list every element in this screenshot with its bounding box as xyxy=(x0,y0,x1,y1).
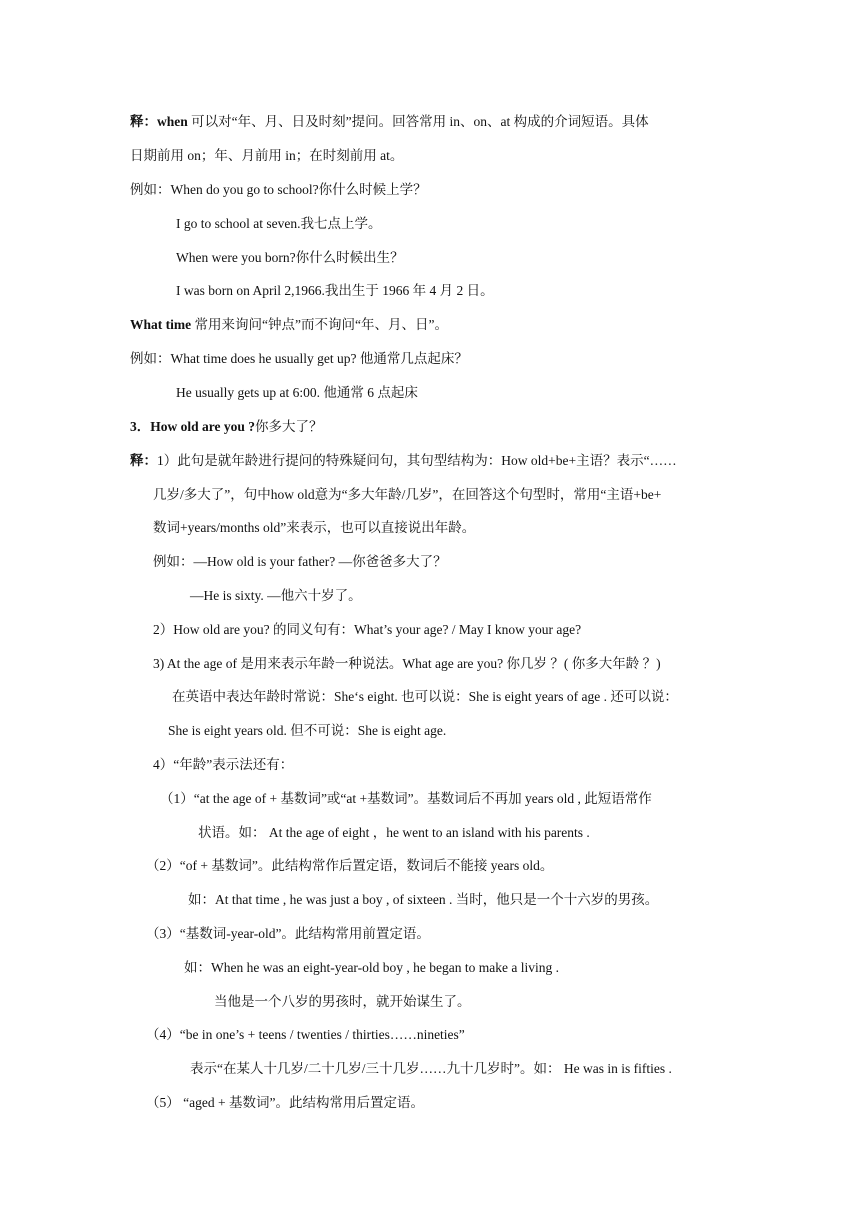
text-line: 数词+years/months old”来表示，也可以直接说出年龄。 xyxy=(153,520,476,535)
text-line: （4）“be in one’s + teens / twenties / thirties……nineties” xyxy=(146,1027,465,1042)
text-line: She is eight years old. 但不可说：She is eight age. xyxy=(168,723,447,738)
text-line: 2）How old are you? 的同义句有：What’s your age? / May I know your age? xyxy=(153,622,582,637)
text-line: 3) At the age of 是用来表示年龄一种说法。What age are you? 你几岁 ？( 你多大年龄 ？) xyxy=(153,656,661,671)
text-line: 例如：What time does he usually get up? 他通常几点起床？ xyxy=(130,351,468,366)
text-span: 可以对“年、月、日及时刻”提问。回答常用 in、on、at 构成的介词短语。具体 xyxy=(187,114,649,129)
label-shi: 释： xyxy=(130,114,157,129)
text-line: （1）“at the age of + 基数词”或“at +基数词”。基数词后不再加 years old , 此短语常作 xyxy=(160,791,652,806)
label-shi: 释： xyxy=(130,453,157,468)
text-line: 如：At that time , he was just a boy , of sixteen . 当时，他只是一个十六岁的男孩。 xyxy=(188,892,659,907)
text-line xyxy=(130,113,649,131)
text-line: （3）“基数词-year-old”。此结构常用前置定语。 xyxy=(146,926,430,941)
text-line: （5） “aged + 基数词”。此结构常用后置定语。 xyxy=(146,1095,424,1110)
text-line: 表示“在某人十几岁/二十几岁/三十几岁……九十几岁时”。如： He was in is fifties . xyxy=(190,1061,672,1076)
text-line: 日期前用 on；年、月前用 in；在时刻前用 at。 xyxy=(130,148,404,163)
text-line: —He is sixty. —他六十岁了。 xyxy=(190,588,362,603)
text-line xyxy=(130,452,677,470)
text-line: When were you born?你什么时候出生？ xyxy=(176,250,404,265)
text-line: 状语。如： At the age of eight ，he went to an island with his parents . xyxy=(198,825,590,840)
text-span: 常用来询问“钟点”而不询问“年、月、日”。 xyxy=(191,317,448,332)
keyword-when: when xyxy=(157,114,188,129)
text-line: I go to school at seven.我七点上学。 xyxy=(176,216,382,231)
text-line: 例如：When do you go to school?你什么时候上学？ xyxy=(130,182,427,197)
text-span: 1）此句是就年龄进行提问的特殊疑问句，其句型结构为：How old+be+主语？表示“…… xyxy=(157,453,677,468)
text-line xyxy=(130,316,448,334)
text-line: I was born on April 2,1966.我出生于 1966 年 4 月 2 日。 xyxy=(176,283,494,298)
text-line: 在英语中表达年龄时常说：She‘s eight. 也可以说：She is eight years of age . 还可以说： xyxy=(172,689,678,704)
heading-cn: 你多大了？ xyxy=(255,419,323,434)
text-line: 如：When he was an eight-year-old boy , he began to make a living . xyxy=(184,960,559,975)
text-line: 几岁/多大了”，句中how old意为“多大年龄/几岁”，在回答这个句型时，常用“主语+be+ xyxy=(153,487,662,502)
text-line: 当他是一个八岁的男孩时，就开始谋生了。 xyxy=(214,994,471,1009)
text-line: He usually gets up at 6:00. 他通常 6 点起床 xyxy=(176,385,418,400)
text-line: 4）“年龄”表示法还有： xyxy=(153,757,294,772)
keyword-what-time: What time xyxy=(130,317,192,332)
text-line: （2）“of + 基数词”。此结构常作后置定语，数词后不能接 years old。 xyxy=(146,858,554,873)
text-line: 例如：—How old is your father? —你爸爸多大了？ xyxy=(153,554,447,569)
heading-en: 3．How old are you ? xyxy=(130,419,256,434)
section-heading xyxy=(130,418,323,436)
